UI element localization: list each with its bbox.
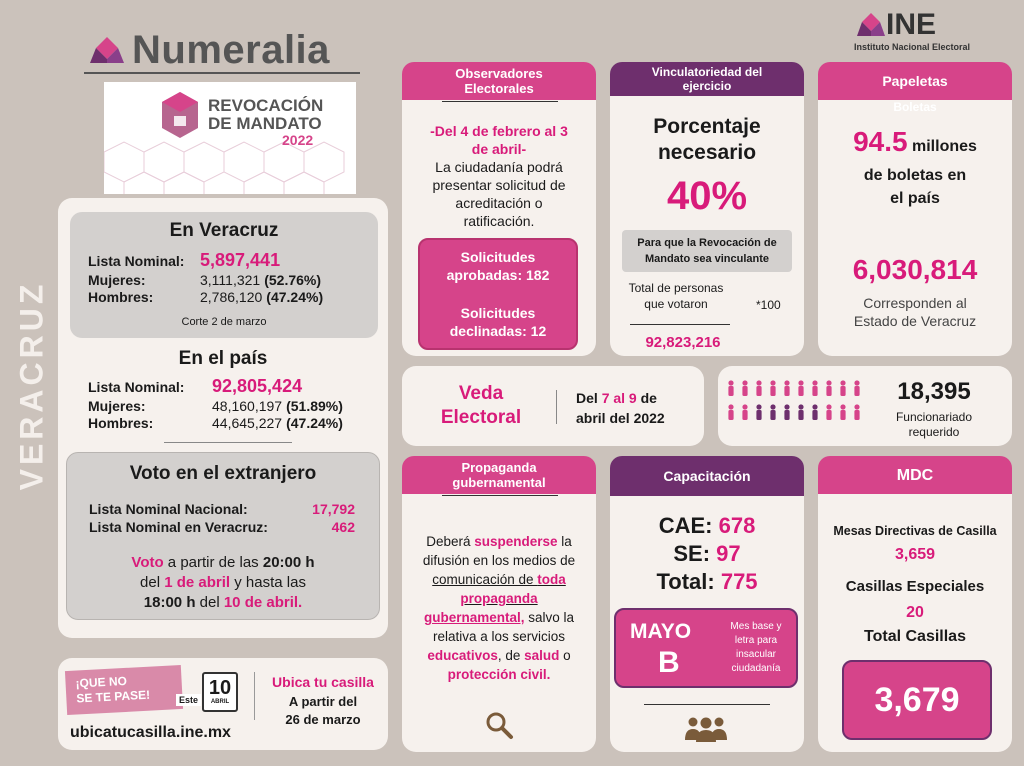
propaganda-card [402,456,596,752]
pais-hombres-pct: (47.24%) [286,415,343,431]
este-label: Este [176,694,201,706]
ine-subtitle: Instituto Nacional Electoral [854,42,971,52]
extranjero-nacional-label: Lista Nominal Nacional: [89,501,248,517]
capacitacion-divider [644,704,770,705]
pais-lista-value: 92,805,424 [212,376,303,396]
funcionariado-value: 18,395 [897,378,971,405]
veracruz-mujeres-pct: (52.76%) [264,272,322,288]
formula-numerator: Total de personas que votaron [628,281,724,311]
papeletas-veracruz-text: Corresponden al Estado de Veracruz [853,295,977,329]
mdc-especiales-value: 20 [906,604,924,621]
papeletas-text: de boletas en el país [863,167,967,207]
ine-logo [852,10,992,54]
papeletas-veracruz-value: 6,030,814 [852,254,978,285]
observadores-text: La ciudadanía podrá presentar solicitud de acreditación o ratificación. [432,159,566,229]
observadores-header-underline [442,101,558,102]
veda-dates: Del 7 al 9 de abril del 2022 [576,390,665,426]
badge-year: 2022 [282,132,314,148]
badge-line1: REVOCACIÓN [208,96,324,115]
pais-divider [164,442,292,443]
ubica-title: Ubica tu casilla [272,674,374,690]
ubica-sub2: 26 de marzo [285,712,361,727]
calendar-icon: 10 ABRIL [202,672,238,712]
solicitudes-box [418,238,578,350]
capacitacion-figures: CAE: 678 SE: 97 Total: 775 [656,513,758,594]
pais-mujeres-label: Mujeres: [88,398,146,414]
mdc-header: MDC [818,456,1012,494]
veracruz-mujeres-value: 3,111,321 [200,272,261,288]
revocacion-badge [104,82,356,194]
group-icon [684,714,728,742]
badge-line2: DE MANDATO [208,114,322,133]
veracruz-corte: Corte 2 de marzo [181,316,267,328]
veracruz-hombres-label: Hombres: [88,289,154,305]
padron-card [58,198,388,638]
ine-diamond-icon [88,35,126,65]
extranjero-nacional-value: 17,792 [312,501,355,517]
observadores-card [402,62,596,356]
papeletas-card [818,62,1012,356]
sorteo-box [614,608,798,688]
solicitudes-aprobadas: Solicitudes aprobadas: 182 [446,249,550,283]
veda-divider [556,390,557,424]
propaganda-header-underline [442,495,558,496]
mdc-total-box [842,660,992,740]
pais-title: En el país [178,348,268,369]
ine-logo-icon [856,12,886,38]
papeletas-header: Papeletas [818,62,1012,100]
pais-hombres-value: 44,645,227 [212,415,283,431]
observadores-header: Observadores Electorales [402,62,596,100]
observadores-dates: -Del 4 de febrero al 3 de abril- [430,123,568,157]
extranjero-box [66,452,380,620]
page-title: Numeralia [132,27,330,72]
veracruz-mujeres-label: Mujeres: [88,272,146,288]
magnifier-icon [484,710,514,740]
people-icon [726,380,866,428]
veracruz-hombres-pct: (47.24%) [266,289,324,305]
pais-mujeres-value: 48,160,197 [212,398,283,414]
formula-divider [630,324,730,325]
ubica-card [58,658,388,750]
pais-hombres-label: Hombres: [88,415,154,431]
ballot-box-icon [158,90,202,140]
propaganda-header: Propaganda gubernamental [402,456,596,494]
sorteo-note: Mes base y letra para insacular ciudadanía [730,621,782,674]
papeletas-header-ghost: Boletas [893,100,937,114]
formula-total: 92,823,216 [645,334,721,351]
vinculatoriedad-header: Vinculatoriedad del ejercicio [610,62,804,96]
mdc-especiales-label: Casillas Especiales [845,578,985,595]
funcionariado-label: Funcionariado requerido [895,410,973,439]
mdc-total-value: 3,679 [874,680,960,719]
numeralia-title-group [88,26,330,74]
ubica-divider [254,672,255,720]
pais-lista-label: Lista Nominal: [88,379,185,395]
veracruz-hombres-value: 2,786,120 [200,289,263,305]
sidebar-label: VERACRUZ [13,280,50,490]
que-no-se-te-pase-banner: ¡QUE NO SE TE PASE! [65,665,183,715]
vinculante-box: Para que la Revocación de Mandato sea vinculante [622,230,792,272]
mdc-mesas-label: Mesas Directivas de Casilla [833,524,997,538]
extranjero-veracruz-label: Lista Nominal en Veracruz: [89,519,268,535]
title-underline [84,72,360,74]
formula-factor: *100 [756,298,781,312]
capacitacion-header: Capacitación [610,456,804,496]
extranjero-veracruz-value: 462 [331,519,355,535]
vinculatoriedad-percent: 40% [666,174,748,218]
veracruz-lista-value: 5,897,441 [200,250,281,270]
mdc-card [818,456,1012,752]
extranjero-voto-text: Voto a partir de las 20:00 h del 1 de abril y hasta las 18:00 h del 10 de abril. [131,554,315,611]
funcionariado-card [718,366,1012,446]
propaganda-text: Deberá suspenderse la difusión en los medios de comunicación de toda propaganda gubernamental, salvo la relativa a los servicios educativos, de salud o protección civil. [422,534,576,682]
mdc-mesas-value: 3,659 [894,546,936,563]
sorteo-month: MAYO [630,620,692,643]
sorteo-letter: B [658,646,680,679]
papeletas-amount: 94.5 millones [853,126,977,157]
ine-logo-text: INE [886,8,937,41]
vinculatoriedad-title: Porcentaje necesario [653,115,761,164]
ubica-sub1: A partir del [288,694,358,709]
mdc-total-label: Total Casillas [864,628,966,645]
pais-mujeres-pct: (51.89%) [286,398,343,414]
veracruz-box [70,212,378,338]
vinculatoriedad-card [610,62,804,356]
extranjero-title: Voto en el extranjero [129,463,317,484]
ubica-url[interactable]: ubicatucasilla.ine.mx [70,724,231,741]
veda-card [402,366,704,446]
veda-title: Veda Electoral [440,383,522,428]
veracruz-title: En Veracruz [169,220,279,241]
veracruz-lista-label: Lista Nominal: [88,253,185,269]
capacitacion-card [610,456,804,752]
solicitudes-declinadas: Solicitudes declinadas: 12 [449,305,547,339]
